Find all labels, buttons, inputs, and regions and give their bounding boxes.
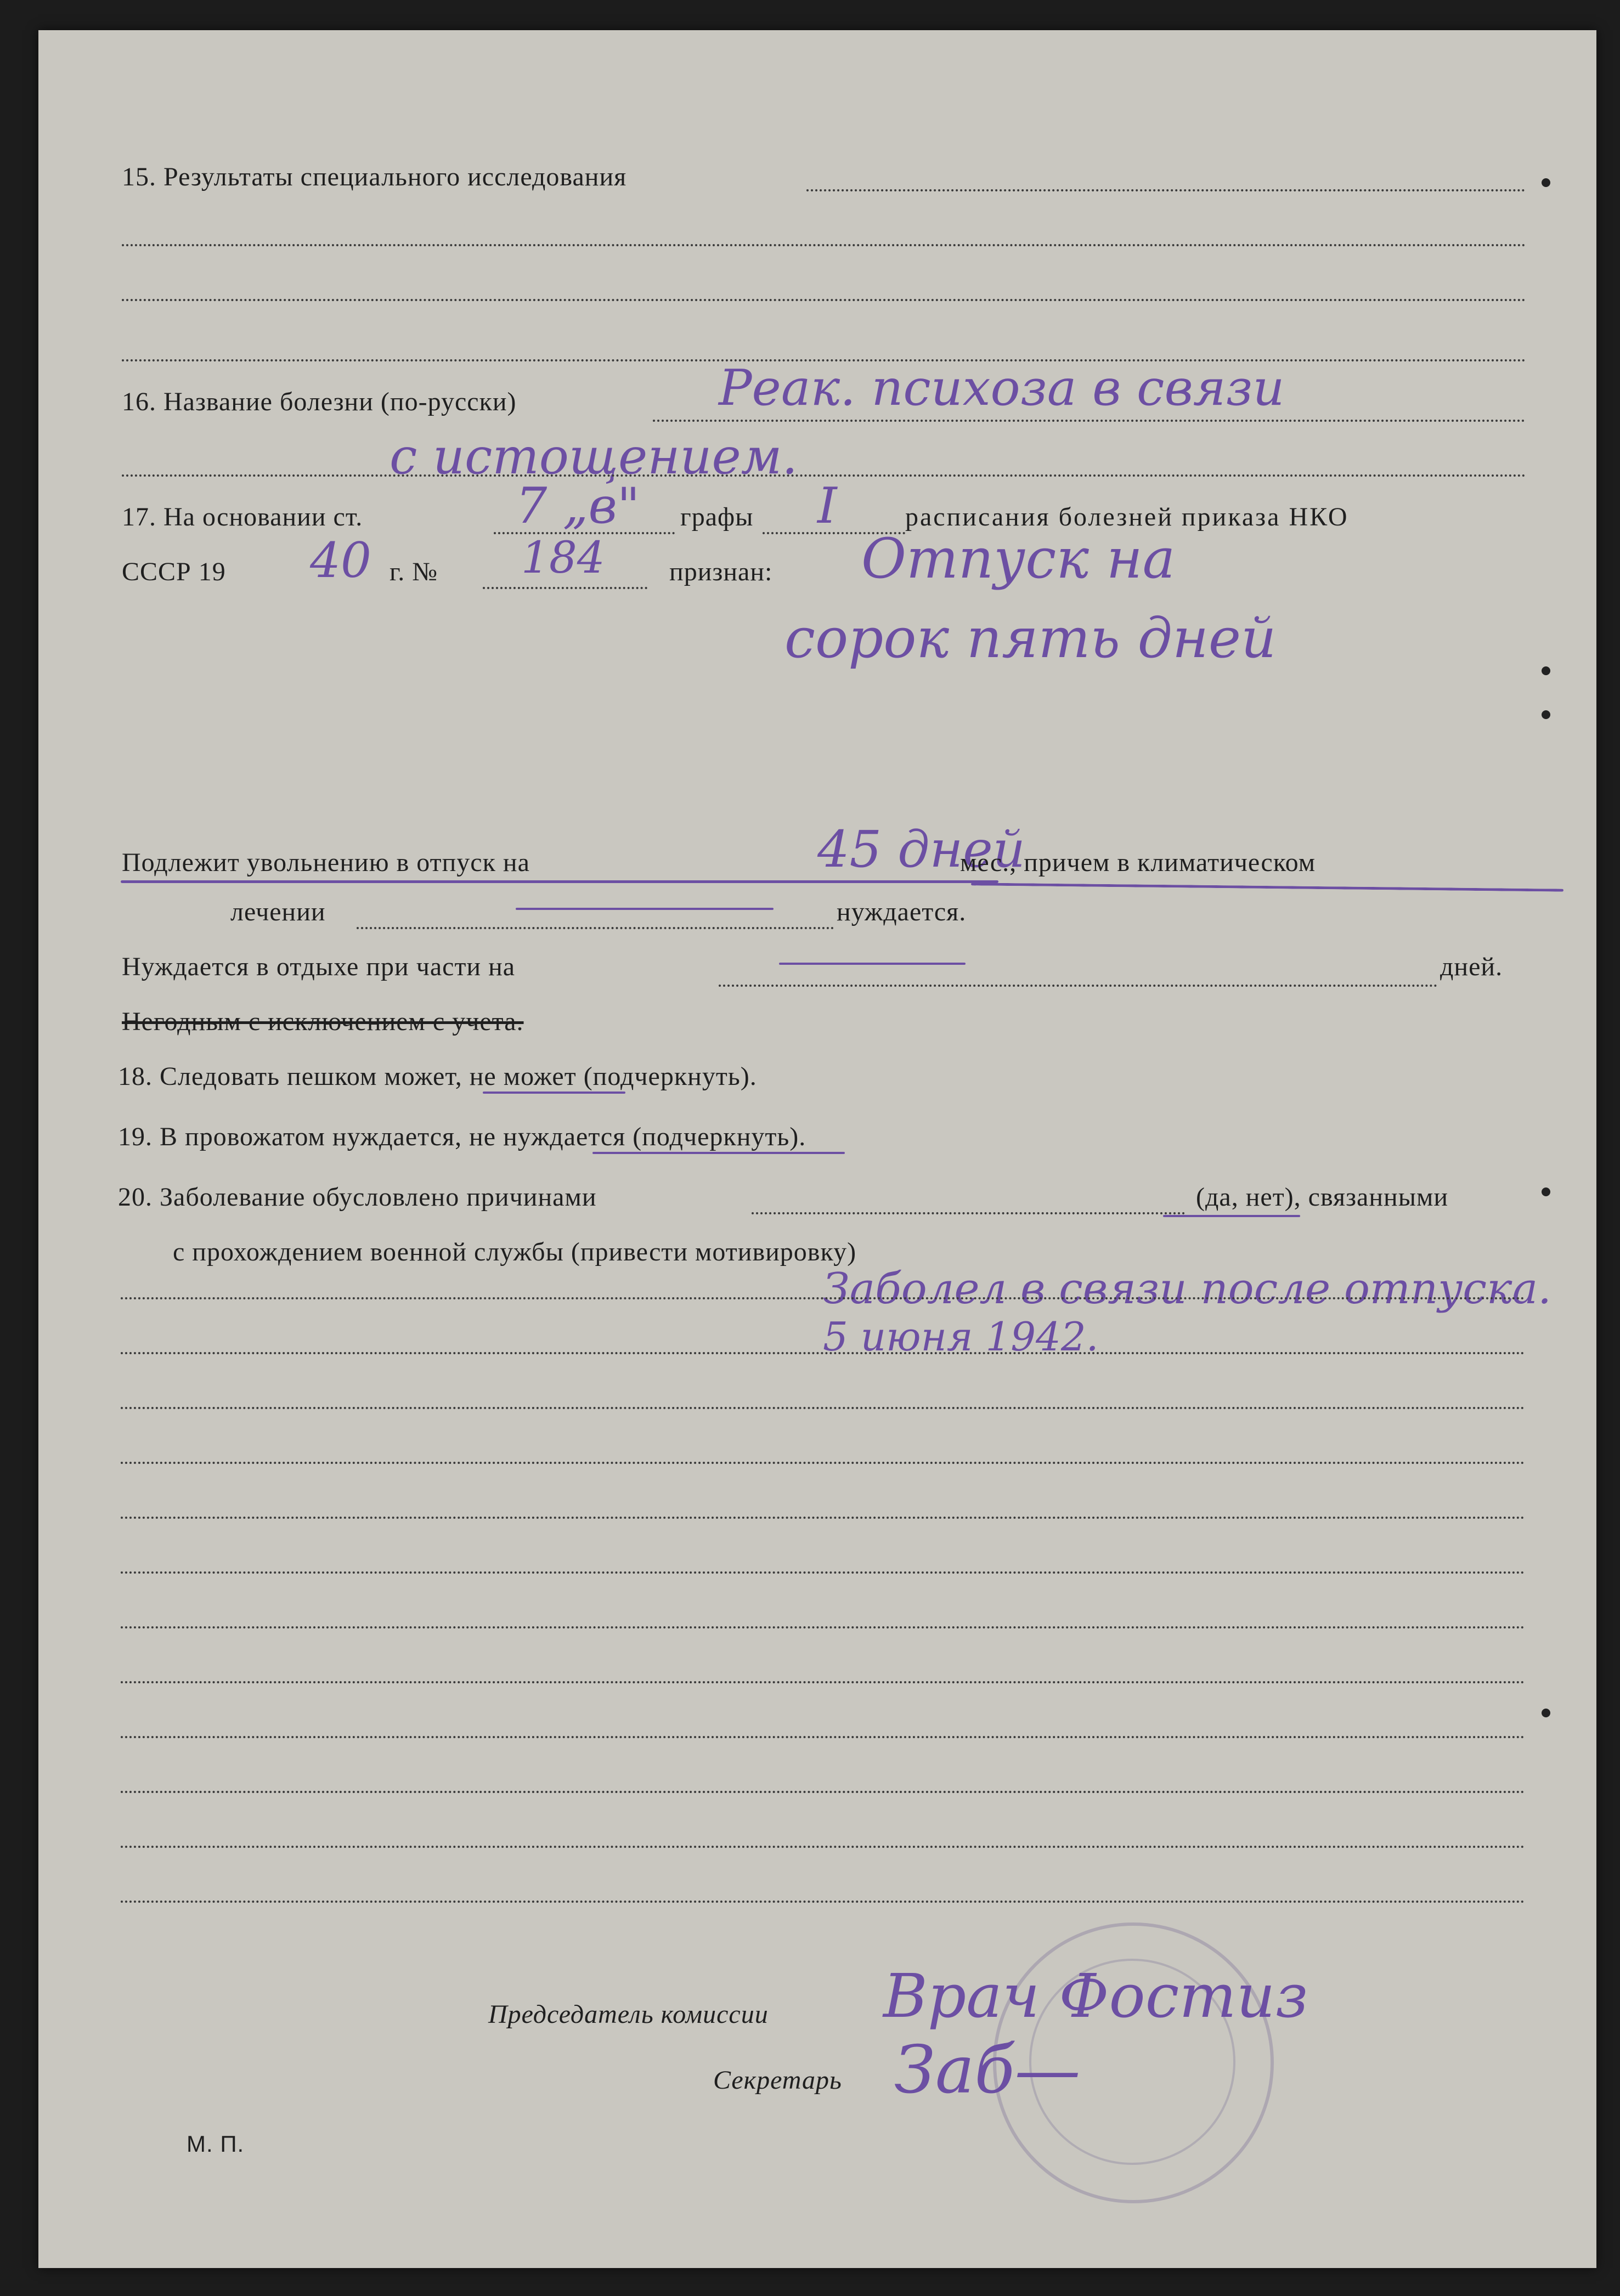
item20-handwriting-2: 5 июня 1942. [823, 1314, 1099, 1360]
blank-dotline [121, 1846, 1525, 1848]
item19-label: 19. В провожатом нуждается, не нуждается (подчеркнуть). [118, 1122, 806, 1151]
binder-hole [1542, 710, 1550, 719]
item17-order-dotline [483, 587, 647, 589]
item18-underline [483, 1092, 625, 1094]
leave-d: нуждается. [837, 897, 967, 926]
item18-label: 18. Следовать пешком может, не может (подчеркнуть). [118, 1062, 757, 1091]
document-sheet [38, 30, 1596, 2268]
blank-dotline [121, 1462, 1525, 1464]
item17-c: расписания болезней приказа НКО [905, 502, 1349, 531]
item20-handwriting-1: Заболел в связи после отпуска. [823, 1264, 1551, 1314]
binder-hole [1542, 178, 1550, 187]
item16-handwriting-1: Реак. психоза в связи [719, 359, 1285, 417]
item20-dotline [752, 1212, 1185, 1214]
blank-dotline [121, 1571, 1525, 1574]
blank-dotline [121, 1407, 1525, 1409]
item15-label: 15. Результаты специального исследования [122, 162, 627, 191]
leave-days-hw: 45 дней [817, 820, 1025, 879]
blank-dotline [121, 1736, 1525, 1738]
seal-place-mark: М. П. [187, 2131, 245, 2157]
leave-underline [121, 880, 998, 883]
leave-climate-dotline [357, 927, 834, 929]
item16-handwriting-2: с истощением. [390, 428, 798, 485]
binder-hole [1542, 666, 1550, 675]
blank-dotline [121, 1352, 1525, 1354]
chairman-label: Председатель комиссии [488, 2000, 769, 2029]
item16-dotline-2 [122, 474, 1526, 477]
item17-verdict-hw-2: сорок пять дней [784, 606, 1277, 670]
secretary-label: Секретарь [713, 2066, 842, 2095]
item17-year-hw: 40 [310, 532, 371, 589]
item17-f: признан: [669, 557, 773, 586]
item16-label: 16. Название болезни (по-русски) [122, 387, 517, 416]
item20-dotline-1 [121, 1297, 1525, 1299]
leave-c: лечении [230, 897, 326, 926]
item20-b: (да, нет), связанными [1196, 1183, 1449, 1212]
leave-rest-ink [779, 963, 966, 965]
leave-climate-ink [516, 908, 774, 910]
item15-dotline-2 [122, 244, 1526, 246]
item17-article-hw: 7 „в" [516, 477, 640, 535]
item17-a: 17. На основании ст. [122, 502, 363, 531]
blank-dotline [121, 1791, 1525, 1793]
item16-dotline [653, 420, 1525, 422]
item20-c: с прохождением военной службы (привести мотивировку) [173, 1237, 857, 1266]
item15-dotline-3 [122, 299, 1526, 301]
blank-dotline [121, 1681, 1525, 1683]
item19-underline [592, 1152, 845, 1154]
item15-dotline [806, 189, 1525, 191]
leave-f: дней. [1440, 952, 1503, 981]
item20-underline [1163, 1215, 1300, 1217]
leave-rest-dotline [719, 985, 1437, 987]
blank-dotline [121, 1517, 1525, 1519]
secretary-signature: Заб— [894, 2032, 1081, 2108]
item17-order-hw: 184 [521, 532, 605, 583]
blank-dotline [121, 1901, 1525, 1903]
item17-e: г. № [390, 557, 438, 586]
item20-a: 20. Заболевание обусловлено причинами [118, 1183, 597, 1212]
leave-g: Негодным с исключением с учета. [122, 1007, 524, 1036]
binder-hole [1542, 1187, 1550, 1196]
item17-b: графы [680, 502, 754, 531]
blank-dotline [121, 1626, 1525, 1628]
item17-verdict-hw: Отпуск на [861, 527, 1176, 591]
item17-column-hw: I [817, 477, 837, 535]
leave-e: Нуждается в отдыхе при части на [122, 952, 516, 981]
leave-a: Подлежит увольнению в отпуск на [122, 848, 530, 877]
leave-b: мес., причем в климатическом [960, 848, 1316, 877]
binder-hole [1542, 1709, 1550, 1717]
leave-underline-2 [971, 883, 1563, 891]
item17-d: СССР 19 [122, 557, 226, 586]
chairman-signature: Врач Фостиз [883, 1961, 1308, 2031]
